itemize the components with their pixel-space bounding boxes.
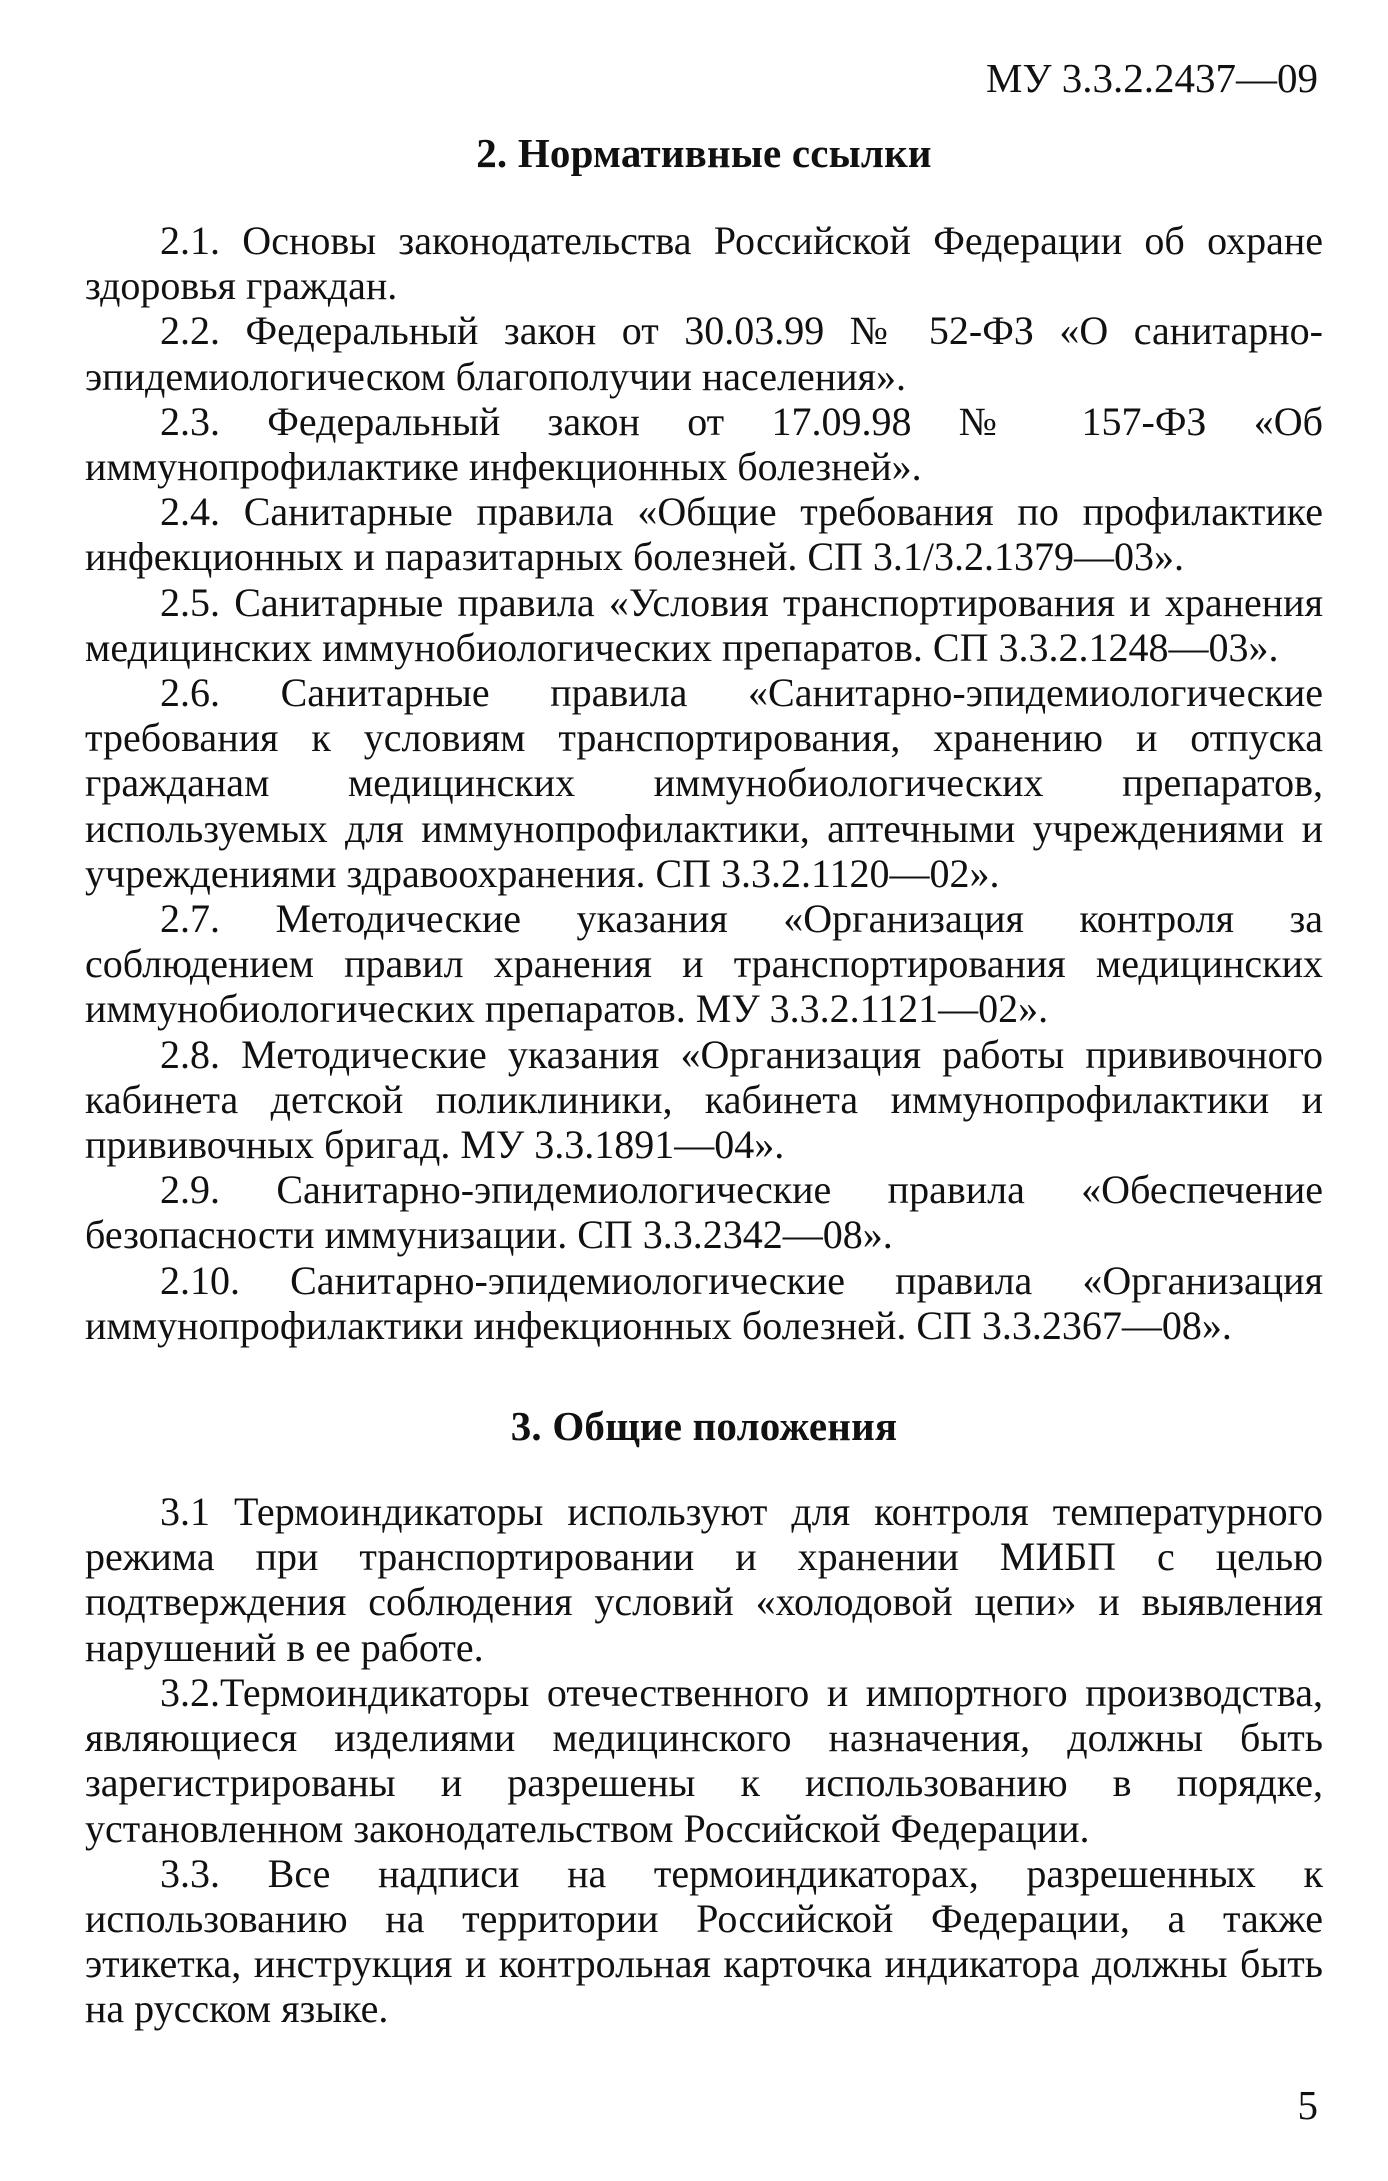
- paragraph-2-10: 2.10. Санитарно-эпидемиологические правила «Организация иммунопрофилактики инфекционных болезней. СП 3.3.2367—08».: [85, 1257, 1323, 1348]
- paragraph-2-4: 2.4. Санитарные правила «Общие требования по профилактике инфекционных и паразитарных болезней. СП 3.1/3.2.1379—03».: [85, 489, 1323, 580]
- paragraph-2-1: 2.1. Основы законодательства Российской Федерации об охране здоровья граждан.: [85, 218, 1323, 309]
- page-content: [85, 130, 1323, 2032]
- section-2-body: [85, 218, 1323, 1348]
- paragraph-2-6: 2.6. Санитарные правила «Санитарно-эпидемиологические требования к условиям транспортирования, хранению и отпуска гражданам медицинских иммунобиологических препаратов, используемых для иммунопрофилактики, аптечными учреждениями и учреждениями здравоохранения. СП 3.3.2.1120—02».: [85, 670, 1323, 896]
- paragraph-2-3: 2.3. Федеральный закон от 17.09.98 № 157-ФЗ «Об иммунопрофилактике инфекционных болезней».: [85, 398, 1323, 490]
- paragraph-2-8: 2.8. Методические указания «Организация работы прививочного кабинета детской поликлиники, кабинета иммунопрофилактики и прививочных бригад. МУ 3.3.1891—04».: [85, 1031, 1323, 1168]
- paragraph-3-1: 3.1 Термоиндикаторы используют для контроля температурного режима при транспортировании и хранении МИБП с целью подтверждения соблюдения условий «холодовой цепи» и выявления нарушений в ее работе.: [85, 1489, 1323, 1670]
- section-3-body: [85, 1489, 1323, 2031]
- section-2-heading: 2. Нормативные ссылки: [476, 130, 932, 176]
- paragraph-2-2: 2.2. Федеральный закон от 30.03.99 № 52-ФЗ «О санитарно-эпидемиологическом благополучии населения».: [85, 308, 1323, 399]
- section-3-heading: 3. Общие положения: [510, 1403, 898, 1450]
- paragraph-2-5: 2.5. Санитарные правила «Условия транспортирования и хранения медицинских иммунобиологических препаратов. СП 3.3.2.1248—03».: [85, 579, 1323, 670]
- page-number: 5: [1297, 2082, 1318, 2128]
- paragraph-3-3: 3.3. Все надписи на термоиндикаторах, разрешенных к использованию на территории Российской Федерации, а также этикетка, инструкция и контрольная карточка индикатора должны быть на русском языке.: [85, 1850, 1323, 2032]
- paragraph-3-2: 3.2.Термоиндикаторы отечественного и импортного производства, являющиеся изделиями медицинского назначения, должны быть зарегистрированы и разрешены к использованию в порядке, установленном законодательством Российской Федерации.: [85, 1669, 1323, 1851]
- document-code: МУ 3.3.2.2437—09: [986, 55, 1318, 101]
- paragraph-2-9: 2.9. Санитарно-эпидемиологические правила «Обеспечение безопасности иммунизации. СП 3.3.2342—08».: [85, 1167, 1323, 1258]
- paragraph-2-7: 2.7. Методические указания «Организация контроля за соблюдением правил хранения и транспортирования медицинских иммунобиологических препаратов. МУ 3.3.2.1121—02».: [85, 896, 1323, 1032]
